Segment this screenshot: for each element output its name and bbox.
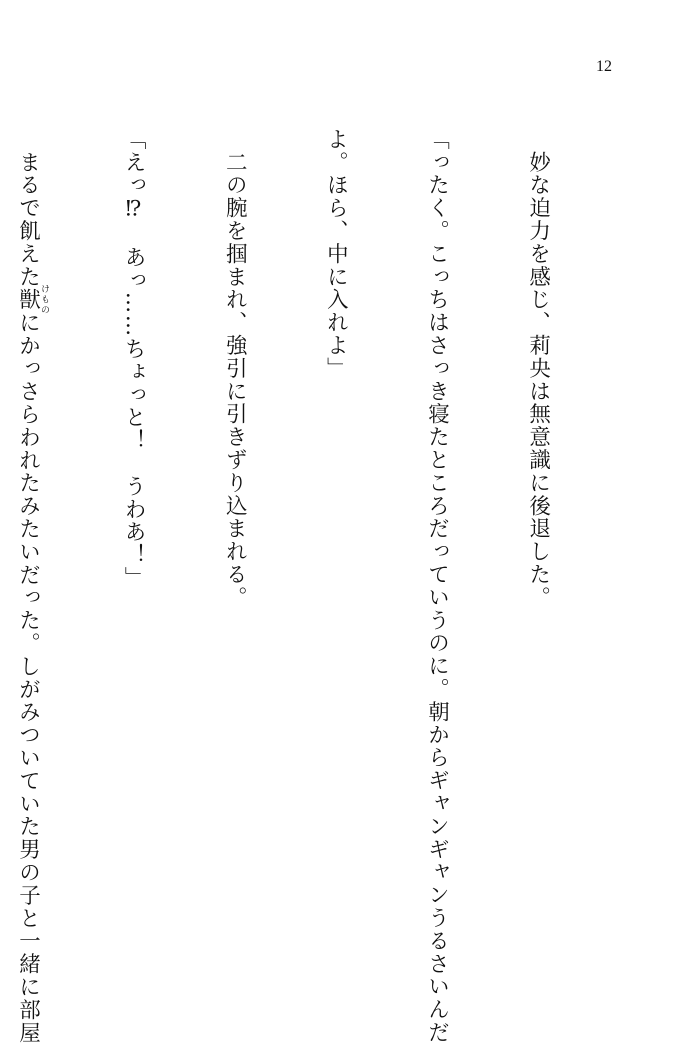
text-line: よ。ほら、中に入れよ」 — [323, 128, 349, 380]
novel-body-text — [0, 128, 622, 1044]
text-line: 妙な迫力を感じ、莉央は無意識に後退した。 — [525, 128, 551, 609]
text-line: 「えっ⁉ あっ……ちょっと！ うわあ！」 — [121, 128, 147, 590]
text-line: まるで飢えた獣けものにかっさらわれたみたいだった。しがみついていた男の子と一緒に部屋 — [15, 128, 50, 1044]
text-line: 「ったく。こっちはさっき寝たところだっていうのに。朝からギャンギャンうるさいんだ — [424, 128, 450, 1044]
page-number: 12 — [596, 58, 612, 75]
furigana: 獣けもの — [15, 284, 50, 316]
text-line: 二の腕を掴まれ、強引に引きずり込まれる。 — [222, 128, 248, 609]
furigana-reading: けもの — [39, 284, 50, 316]
